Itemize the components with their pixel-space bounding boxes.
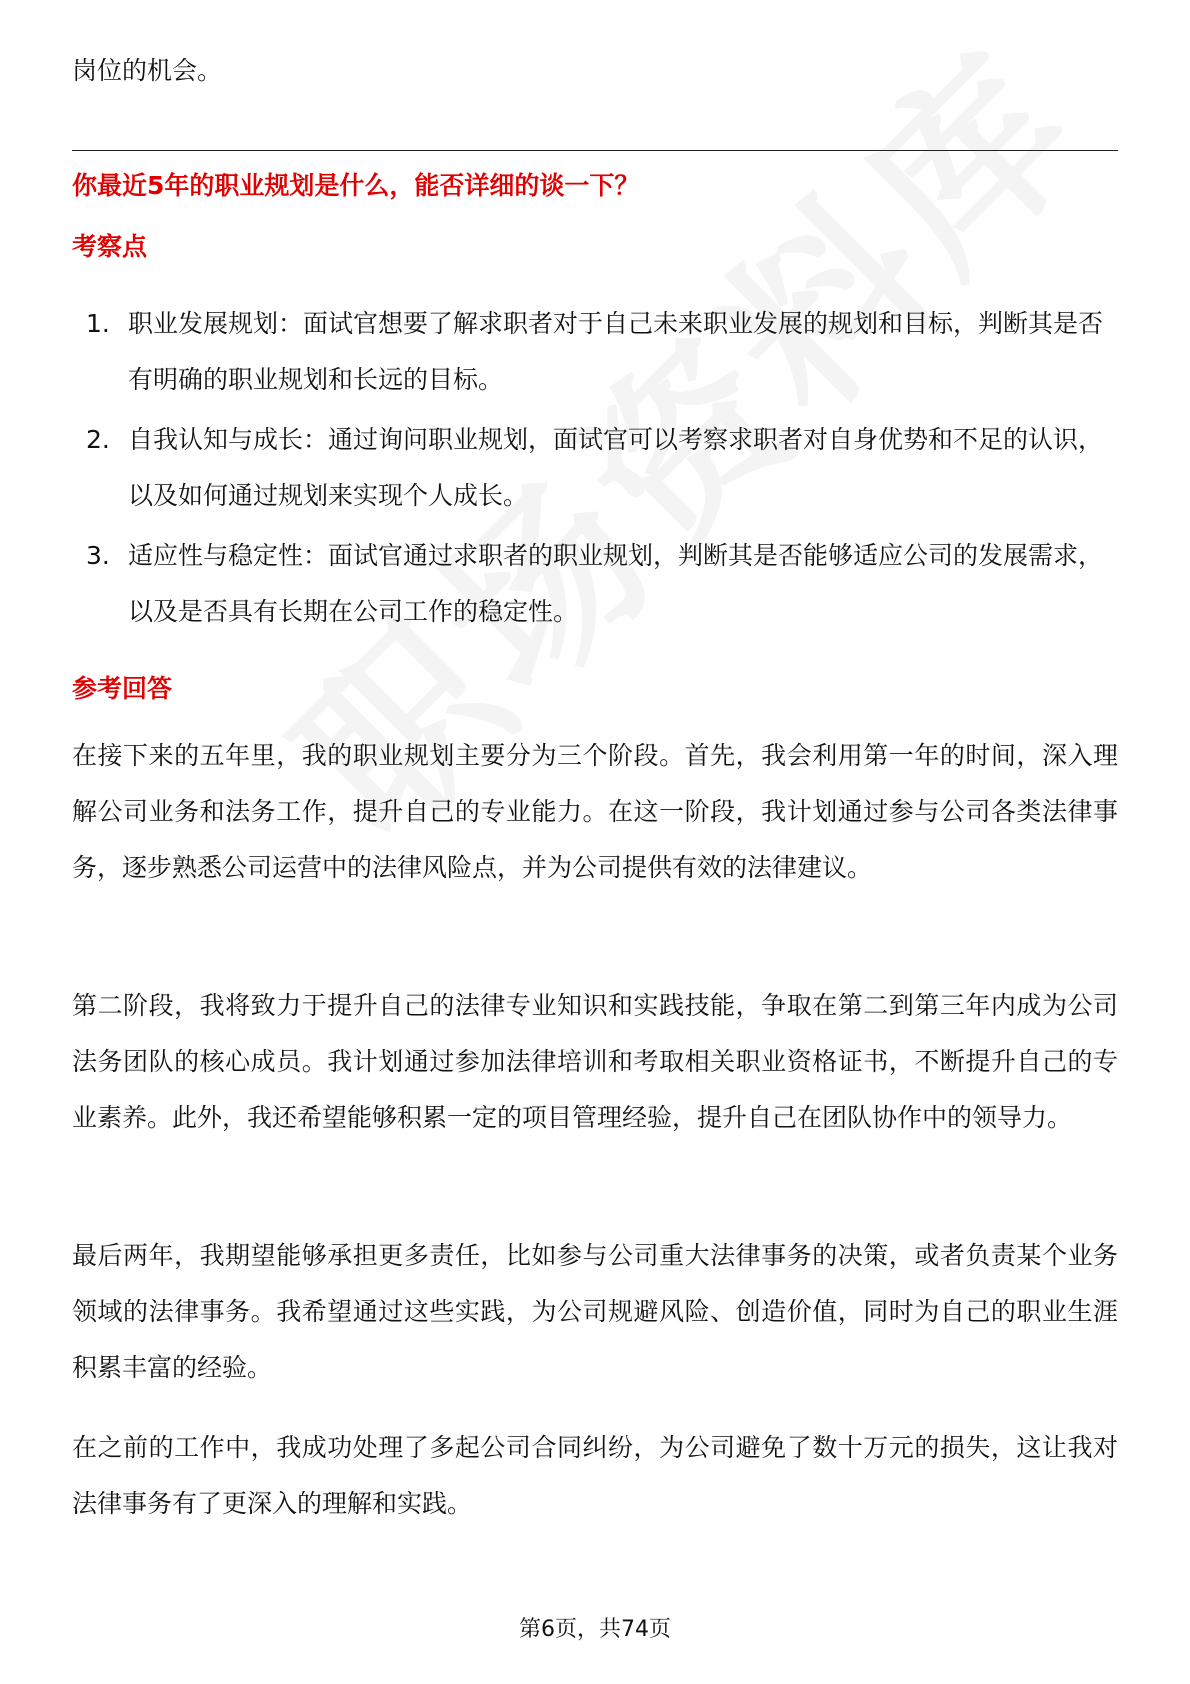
page-footer: 第6页，共74页: [519, 1617, 671, 1642]
section-title-answer: 参考回答: [72, 674, 173, 703]
list-item: [72, 412, 1118, 524]
observe-list: [72, 296, 1118, 644]
list-item-number: 3.: [86, 541, 110, 570]
answer-paragraph: 在接下来的五年里，我的职业规划主要分为三个阶段。首先，我会利用第一年的时间，深入理解公司业务和法务工作，提升自己的专业能力。在这一阶段，我计划通过参与公司各类法律事务，逐步熟悉公司运营中的法律风险点，并为公司提供有效的法律建议。: [72, 741, 1118, 882]
list-item-number: 1.: [86, 309, 110, 338]
answer-paragraph: 最后两年，我期望能够承担更多责任，比如参与公司重大法律事务的决策，或者负责某个业务领域的法律事务。我希望通过这些实践，为公司规避风险、创造价值，同时为自己的职业生涯积累丰富的经验。: [72, 1241, 1118, 1382]
divider-line: [72, 150, 1118, 151]
answer-paragraph: 第二阶段，我将致力于提升自己的法律专业知识和实践技能，争取在第二到第三年内成为公司法务团队的核心成员。我计划通过参加法律培训和考取相关职业资格证书，不断提升自己的专业素养。此外，我还希望能够积累一定的项目管理经验，提升自己在团队协作中的领导力。: [72, 991, 1118, 1132]
question-heading: 你最近5年的职业规划是什么，能否详细的谈一下？: [72, 171, 640, 200]
section-title-observe: 考察点: [72, 232, 148, 261]
list-item-text: 适应性与稳定性：面试官通过求职者的职业规划，判断其是否能够适应公司的发展需求，以及是否具有长期在公司工作的稳定性。: [128, 541, 1104, 626]
list-item-text: 自我认知与成长：通过询问职业规划，面试官可以考察求职者对自身优势和不足的认识，以及如何通过规划来实现个人成长。: [128, 425, 1104, 510]
list-item: [72, 296, 1118, 408]
list-item-text: 职业发展规划：面试官想要了解求职者对于自己未来职业发展的规划和目标，判断其是否有明确的职业规划和长远的目标。: [128, 309, 1104, 394]
list-item: [72, 528, 1118, 640]
lead-text: 岗位的机会。: [72, 56, 223, 85]
answer-paragraph: 在之前的工作中，我成功处理了多起公司合同纠纷，为公司避免了数十万元的损失，这让我对法律事务有了更深入的理解和实践。: [72, 1433, 1118, 1518]
list-item-number: 2.: [86, 425, 110, 454]
